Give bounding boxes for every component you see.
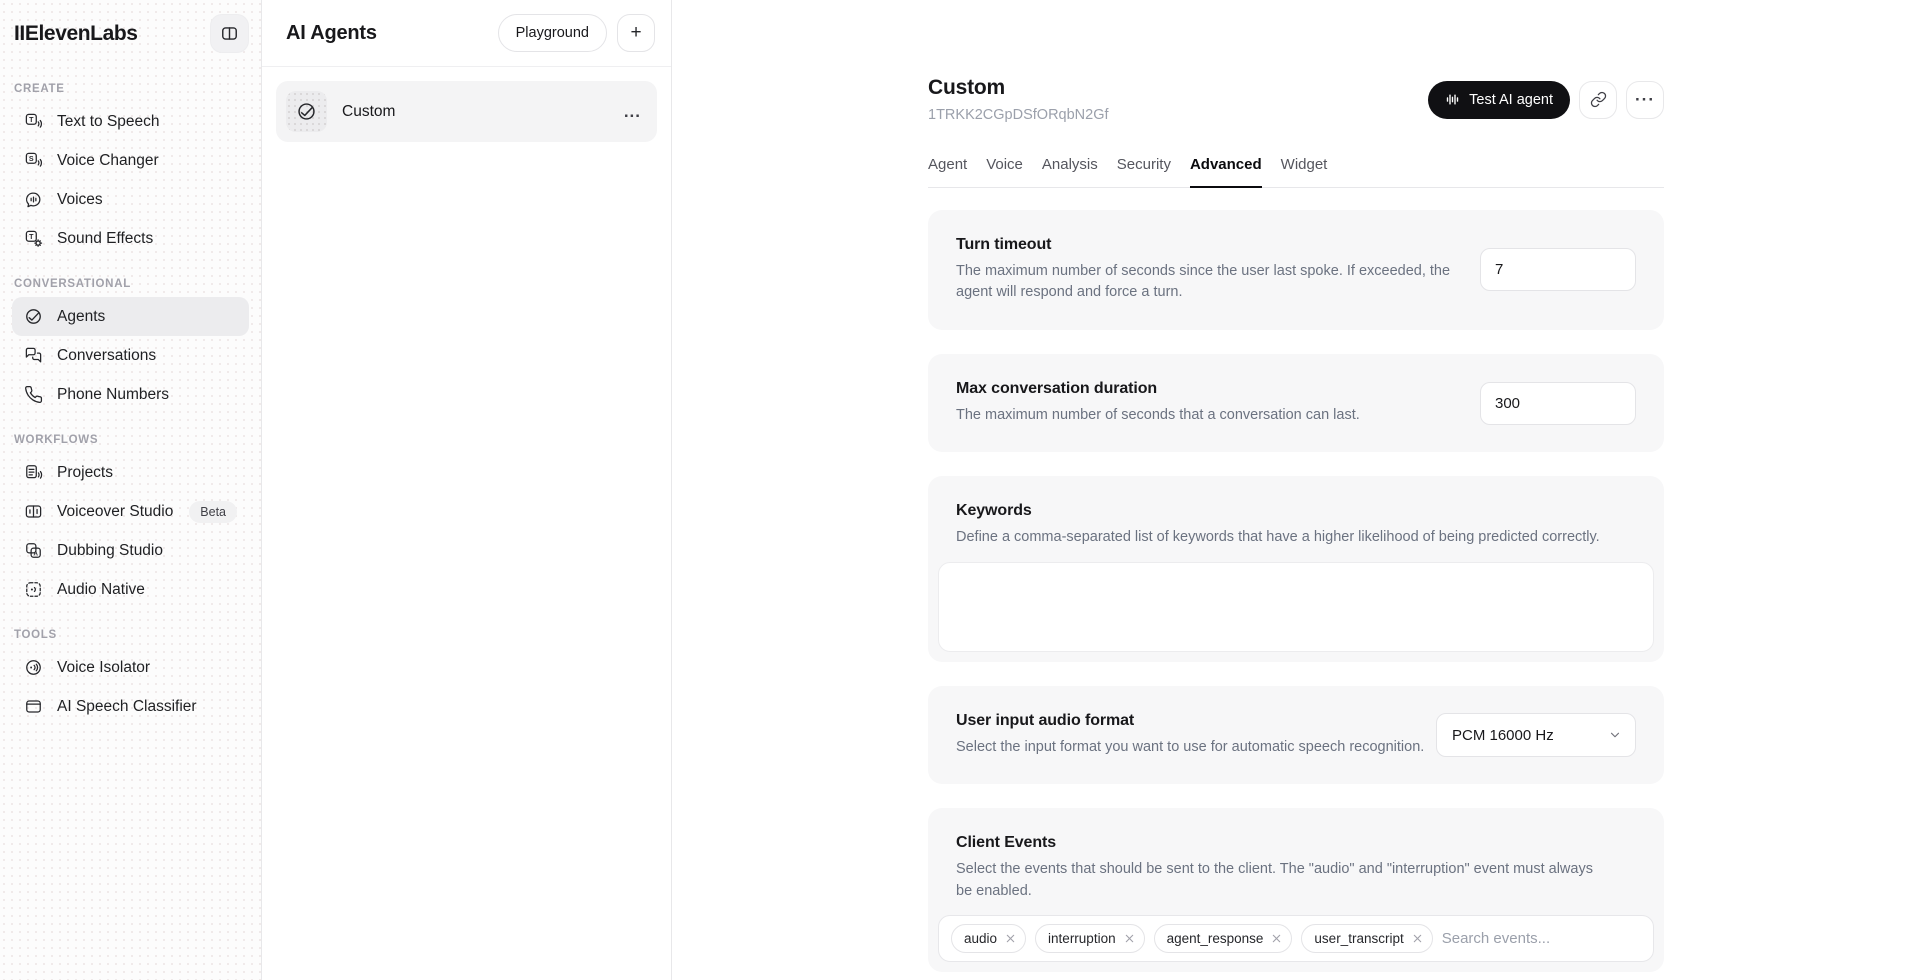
tab-advanced[interactable]: Advanced <box>1190 156 1262 188</box>
sidebar-item-label: Voice Changer <box>57 151 159 169</box>
card-description: The maximum number of seconds since the user last spoke. If exceeded, the agent will respond and force a turn. <box>956 263 1451 301</box>
waveform-icon <box>1445 92 1460 107</box>
test-ai-agent-button[interactable] <box>1428 81 1570 119</box>
section-label-tools: TOOLS <box>14 629 57 641</box>
sidebar-item-label: AI Speech Classifier <box>57 697 197 715</box>
voice-changer-icon <box>24 151 43 170</box>
svg-text:S: S <box>28 154 34 163</box>
card-title: Turn timeout <box>956 236 1052 253</box>
copy-link-button[interactable] <box>1579 81 1617 119</box>
beta-badge: Beta <box>189 501 237 523</box>
turn-timeout-input[interactable] <box>1480 248 1636 291</box>
test-ai-agent-label: Test AI agent <box>1469 91 1553 108</box>
remove-tag-icon[interactable] <box>1412 933 1423 944</box>
sidebar-item-label: Audio Native <box>57 580 145 598</box>
event-tag-audio <box>951 924 1026 953</box>
search-events-input[interactable] <box>1442 930 1641 947</box>
sidebar-item-conversations[interactable] <box>12 336 249 375</box>
agents-list-panel <box>262 0 672 980</box>
max-duration-card <box>928 354 1664 452</box>
sidebar-item-voiceover-studio[interactable] <box>12 492 249 531</box>
voice-isolator-icon <box>24 658 43 677</box>
event-tag-agent-response <box>1154 924 1293 953</box>
sidebar-item-label: Text to Speech <box>57 112 160 130</box>
plus-icon: + <box>630 22 642 43</box>
audio-native-icon <box>24 580 43 599</box>
agent-avatar <box>286 91 327 132</box>
elevenlabs-logo: IIElevenLabs <box>14 21 138 45</box>
sidebar-item-dubbing-studio[interactable] <box>12 531 249 570</box>
keywords-textarea[interactable] <box>938 562 1654 652</box>
sidebar-collapse-button[interactable] <box>210 14 249 53</box>
event-tag-interruption <box>1035 924 1145 953</box>
client-events-card <box>928 808 1664 972</box>
sidebar-header <box>0 0 261 63</box>
tag-label: user_transcript <box>1314 931 1404 947</box>
main-content <box>672 0 1920 980</box>
page-title: Custom <box>928 76 1005 99</box>
voices-icon <box>24 190 43 209</box>
tag-label: interruption <box>1048 931 1116 947</box>
sidebar-item-phone-numbers[interactable] <box>12 375 249 414</box>
tab-analysis[interactable]: Analysis <box>1041 156 1098 173</box>
sidebar-item-label: Voices <box>57 190 103 208</box>
card-title: Max conversation duration <box>956 379 1158 397</box>
agents-panel-title: AI Agents <box>286 21 377 44</box>
audio-format-card <box>928 686 1664 784</box>
agent-list <box>262 67 671 156</box>
voiceover-studio-icon <box>24 502 43 521</box>
dubbing-studio-icon <box>24 541 43 560</box>
svg-text:A: A <box>33 550 39 558</box>
conversations-icon <box>24 346 43 365</box>
tab-security[interactable]: Security <box>1116 156 1171 173</box>
sidebar-item-agents[interactable] <box>12 297 249 336</box>
sidebar-item-label: Conversations <box>57 346 157 364</box>
playground-button[interactable]: Playground <box>498 14 607 52</box>
text-to-speech-icon <box>24 112 43 131</box>
agent-list-item-custom[interactable] <box>276 81 657 142</box>
sidebar-item-label: Sound Effects <box>57 229 154 247</box>
max-duration-input[interactable] <box>1480 382 1636 425</box>
link-icon <box>1590 91 1607 108</box>
sidebar-item-label: Voiceover Studio <box>57 502 174 520</box>
remove-tag-icon[interactable] <box>1005 933 1016 944</box>
remove-tag-icon[interactable] <box>1124 933 1135 944</box>
phone-icon <box>24 385 43 404</box>
agent-circle-check-icon <box>296 101 317 122</box>
sidebar-item-label: Agents <box>57 307 106 325</box>
client-events-input[interactable] <box>938 915 1654 962</box>
sound-effects-icon <box>24 229 43 248</box>
sidebar-item-ai-speech-classifier[interactable] <box>12 687 249 726</box>
section-label-workflows: WORKFLOWS <box>14 434 99 446</box>
agent-item-name: Custom <box>342 102 396 120</box>
section-label-create: CREATE <box>14 83 65 95</box>
svg-text:T: T <box>29 115 34 124</box>
agent-id: 1TRKK2CGpDSfORqbN2Gf <box>928 107 1109 123</box>
sidebar-item-projects[interactable] <box>12 453 249 492</box>
event-tag-user-transcript <box>1301 924 1432 953</box>
svg-text:T: T <box>29 232 34 241</box>
add-agent-button[interactable] <box>617 14 655 52</box>
audio-format-value: PCM 16000 Hz <box>1452 726 1554 744</box>
sidebar-item-voice-changer[interactable] <box>12 141 249 180</box>
agent-header <box>928 76 1664 123</box>
audio-format-select[interactable] <box>1436 713 1636 757</box>
agent-item-menu-button[interactable]: ... <box>623 102 641 121</box>
sidebar-item-audio-native[interactable] <box>12 570 249 609</box>
card-title: Client Events <box>956 834 1057 852</box>
sidebar-item-label: Dubbing Studio <box>57 541 163 559</box>
card-description: Select the input format you want to use for automatic speech recognition. <box>956 738 1425 755</box>
tab-voice[interactable]: Voice <box>986 156 1023 173</box>
sidebar-item-label: Projects <box>57 463 113 481</box>
sidebar-item-sound-effects[interactable] <box>12 219 249 258</box>
ellipsis-icon: ··· <box>1635 90 1655 109</box>
card-description: Define a comma-separated list of keywords that have a higher likelihood of being predicted correctly. <box>956 529 1600 546</box>
section-label-conversational: CONVERSATIONAL <box>14 278 131 290</box>
projects-icon <box>24 463 43 482</box>
card-title: Keywords <box>956 502 1032 520</box>
tab-widget[interactable]: Widget <box>1280 156 1328 173</box>
sidebar-item-label: Phone Numbers <box>57 385 170 403</box>
sidebar-item-text-to-speech[interactable] <box>12 102 249 141</box>
keywords-card <box>928 476 1664 661</box>
sidebar <box>0 0 262 980</box>
card-description: Select the events that should be sent to the client. The "audio" and "interruption" event must always be enabled. <box>956 861 1593 899</box>
tag-label: agent_response <box>1166 931 1264 947</box>
chevron-down-icon <box>1608 728 1622 742</box>
remove-tag-icon[interactable] <box>1271 933 1282 944</box>
sidebar-item-voice-isolator[interactable] <box>12 648 249 687</box>
turn-timeout-card <box>928 210 1664 330</box>
tag-label: audio <box>964 931 998 947</box>
more-options-button[interactable] <box>1626 81 1664 119</box>
sidebar-item-label: Voice Isolator <box>57 658 151 676</box>
card-description: The maximum number of seconds that a conversation can last. <box>956 406 1360 423</box>
panel-columns-icon <box>220 24 239 43</box>
tab-agent[interactable]: Agent <box>928 156 968 173</box>
card-title: User input audio format <box>956 711 1135 729</box>
ai-speech-classifier-icon <box>24 697 43 716</box>
agents-panel-header <box>262 0 671 67</box>
agents-icon <box>24 307 43 326</box>
sidebar-item-voices[interactable] <box>12 180 249 219</box>
agent-tabs <box>928 156 1664 188</box>
